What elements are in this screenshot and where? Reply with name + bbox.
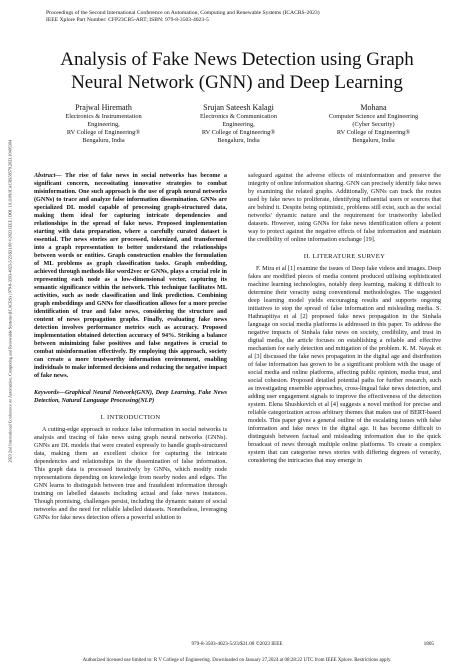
author-affiliation: Engineering, [222,121,255,128]
author-affiliation: Computer Science and Engineering [328,113,419,120]
literature-survey-paragraph: F. Mira et al [1] examine the issues of Deep fake videos and images. Deep fakes are modified pieces of media content produced utilising sophisticated machine learning technologies, notably deep learning, making it difficult to determine their veracity using conventional methodologies. The suggested deep learning model yields encouraging results and supports ongoing initiatives to stop the spread of false information and misleading media. S. Hathnapitiya et al [2] proposed fake news propagation in the Sinhala language on social media platforms is addressed in this paper. To address the negative impacts of Sinhala fake news on society, credibility, and trust in digital media, the article focuses on establishing a reliable and effective mechanism for early detection and mitigation of the problem. K. M. Nayak et al [3] discussed the fake news propagation in the digital age and distribution of false information has grown to be a significant problem with the usage of social media and online platforms, affecting public opinion, media trust, and social cohesion. Proposed detailed potential paths for further research, such as investigating ensemble approaches, cross-lingual fake news detection, and adding user engagement signals to improve the effectiveness of the detection system. Elena Shushkevich et al [4] suggests a novel method for precise and reliable categorization across arbitrary themes that makes use of BERT-based models. This paper gives a general outline of the escalating issues with false information and fake news in the digital age. It has become difficult to distinguish between factual and misleading information due to the quick broadcast of news through multiple online platforms. To create a complex system that can categorise news stories with differing degrees of veracity, considering the intricacies that may emerge in [248,265,441,464]
author-3 [306,102,441,145]
section-heading-introduction: I. INTRODUCTION [100,414,161,421]
author-name: Srujan Sateesh Kalagi [203,103,274,112]
author-affiliation: Electronics & Communication [200,113,277,120]
author-affiliation: Electronics & Instrumentation [65,113,142,120]
section-heading-literature-survey: II. LITERATURE SURVEY [303,253,386,260]
author-affiliation: Engineering, [87,121,120,128]
author-1 [36,102,171,145]
right-column [248,172,441,465]
author-location: Bengaluru, India [82,137,125,144]
paper-title: Analysis of Fake News Detection using Graph Neural Network (GNN) and Deep Learning [60,49,414,93]
author-location: Bengaluru, India [352,137,395,144]
author-affiliation: RV College of Engineering® [66,129,141,136]
keywords [34,389,227,405]
author-affiliation: RV College of Engineering® [201,129,276,136]
author-affiliation: (Cyber Security) [352,121,395,128]
page-number: 1805 [423,641,434,647]
author-affiliation: RV College of Engineering® [336,129,411,136]
abstract-text: The rise of fake news in social networks has become a significant concern, necessitating innovative strategies to combat misinformation. One such approach is the use of graph neural networks (GNNs) to trace and analyze false information dissemination. GNNs are specialized DL model capable of processing graph-structured data, making them ideal for capturing intricate dependencies and relationships in the spread of fake news. Proposed implementation starting with data preparation, where a carefully curated dataset is essential. The news stories are processed, tokenized, and transformed into a graph representation to better understand the relationships between words or entities. Graph construction enables the formulation of ML problems as graph classification tasks. Graph embedding, achieved through methods like word2vec or GNNs, plays a crucial role in representing each node as a low-dimensional vector, capturing its semantic significance within the network. This technique facilitates ML activities, such as node classification and link prediction. Combining graph embeddings and GNNs for classification allows for a more precise identification of true and false news, considering the structure and content of news propagation graphs. Finally, evaluating fake news detection involves performance metrics such as accuracy. Proposed implementation obtained detection accuracy of 94%. Striking a balance between minimizing false positives and false negatives is crucial to combat misinformation effectively. By employing this approach, society can create a more trustworthy information environment, enabling individuals to make informed decisions and reducing the negative impact of fake news. [34,172,227,379]
author-name: Prajwal Hiremath [75,103,132,112]
introduction-paragraph: A cutting-edge approach to reduce false information in social networks is analysis and tracing of fake news using graph neural networks (GNNs). GNNs are DL models that were created expressly to handle graph-structured data, making them an excellent choice for capturing the intricate dependencies and relationships in the dissemination of false information. This graph data is processed iteratively by GNNs, which modify node representations depending on knowledge from nearby nodes and edges. The GNN learns to distinguish between true and fraudulent information through training on labelled datasets including actual and fake news instances. Though promising, challenges persist, including the dynamic nature of social networks and the need for reliable labelled datasets. Nonetheless, leveraging GNNs for fake news detection offers a powerful solution to [34,426,227,521]
introduction-continuation: safeguard against the adverse effects of misinformation and preserve the integrity of online information sharing. GNN can precisely identify fake news by examining the related graphs. Additionally, GNNs can track the routes used by fake news to proliferate, identifying influential users or sources that are behind it. Despite being optimistic, problems still exist, such as the social networks' dynamic nature and the requirement for trustworthy labelled datasets. However, using GNNs for fake news identification offers a potent way to protect against the negative effects of false information and maintain the credibility of online information exchange [19]. [248,172,441,243]
author-location: Bengaluru, India [217,137,260,144]
author-2 [171,102,306,145]
doi-sidebar: 2023 2nd International Conference on Automation, Computing and Renewable Systems (ICACRS) | 979-8-3503-4023-5/23/$31.00 ©2023 IEEE | DOI: 10.1109/ICACRS58579.2023.10405304 [7,139,13,463]
keywords-label: Keywords— [34,389,65,396]
abstract [34,172,227,380]
header-line-2: IEEE Xplore Part Number: CFP23CB5-ART; ISBN: 979-8-3503-4023-5 [46,17,209,23]
header-line-1: Proceedings of the Second International Conference on Automation, Computing and Renewable Systems (ICACRS-2023) [46,10,320,16]
author-name: Mohana [360,103,387,112]
license-note: Authorized licensed use limited to: R V College of Engineering. Downloaded on January 27,2024 at 08:28:22 UTC from IEEE Xplore. Restrictions apply. [82,658,392,663]
left-column [34,172,227,522]
conference-header [46,10,320,24]
keywords-text: Graphical Neural Network(GNN), Deep Learning, Fake News Detection, Natural Language Processing(NLP) [34,389,227,404]
footer-copyright: 979-8-3503-4023-5/23/$31.00 ©2023 IEEE [191,641,283,647]
abstract-label: Abstract— [34,172,62,179]
authors-block [36,102,441,162]
